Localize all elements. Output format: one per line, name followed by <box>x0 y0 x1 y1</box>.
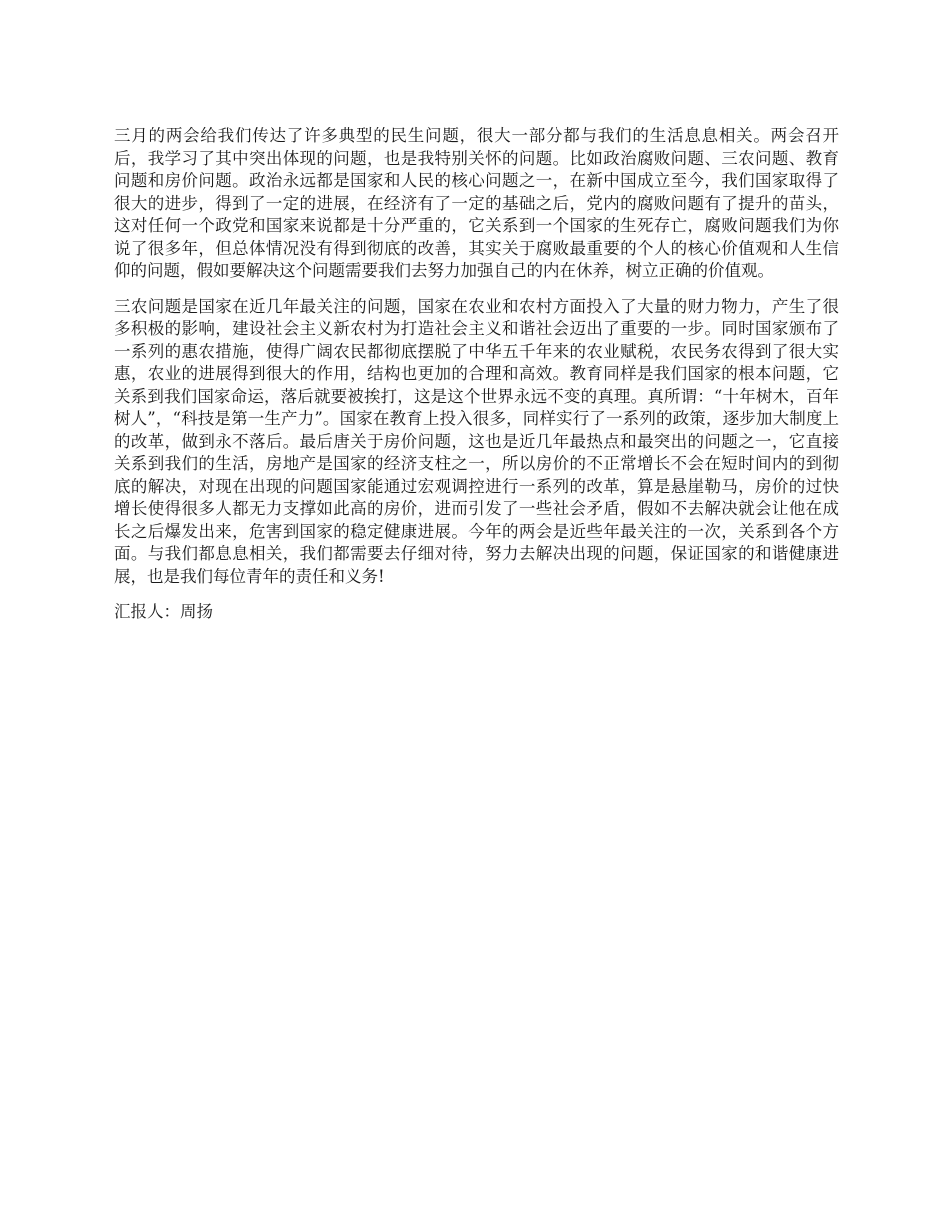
document-body <box>114 125 839 624</box>
reporter-signature: 汇报人：周扬 <box>114 602 213 621</box>
paragraph-1: 三月的两会给我们传达了许多典型的民生问题，很大一部分都与我们的生活息息相关。两会召开后，我学习了其中突出体现的问题，也是我特别关怀的问题。比如政治腐败问题、三农问题、教育问题和房价问题。政治永远都是国家和人民的核心问题之一，在新中国成立至今，我们国家取得了很大的进步，得到了一定的进展，在经济有了一定的基础之后，党内的腐败问题有了提升的苗头，这对任何一个政党和国家来说都是十分严重的，它关系到一个国家的生死存亡，腐败问题我们为你说了很多年，但总体情况没有得到彻底的改善，其实关于腐败最重要的个人的核心价值观和人生信仰的问题，假如要解决这个问题需要我们去努力加强自己的内在休养，树立正确的价值观。 <box>114 126 839 280</box>
paragraph-2: 三农问题是国家在近几年最关注的问题，国家在农业和农村方面投入了大量的财力物力，产生了很多积极的影响，建设社会主义新农村为打造社会主义和谐社会迈出了重要的一步。同时国家颁布了一系列的惠农措施，使得广阔农民都彻底摆脱了中华五千年来的农业赋税，农民务农得到了很大实惠，农业的进展得到很大的作用，结构也更加的合理和高效。教育同样是我们国家的根本问题，它关系到我们国家命运，落后就要被挨打，这是这个世界永远不变的真理。真所谓：“十年树木，百年树人”，“科技是第一生产力”。国家在教育上投入很多，同样实行了一系列的政策，逐步加大制度上的改革，做到永不落后。最后唐关于房价问题，这也是近几年最热点和最突出的问题之一，它直接关系到我们的生活，房地产是国家的经济支柱之一，所以房价的不正常增长不会在短时间内的到彻底的解决，对现在出现的问题国家能通过宏观调控进行一系列的改革，算是悬崖勒马，房价的过快增长使得很多人都无力支撑如此高的房价，进而引发了一些社会矛盾，假如不去解决就会让他在成长之后爆发出来，危害到国家的稳定健康进展。今年的两会是近些年最关注的一次，关系到各个方面。与我们都息息相关，我们都需要去仔细对待，努力去解决出现的问题，保证国家的和谐健康进展，也是我们每位青年的责任和义务! <box>114 296 839 586</box>
